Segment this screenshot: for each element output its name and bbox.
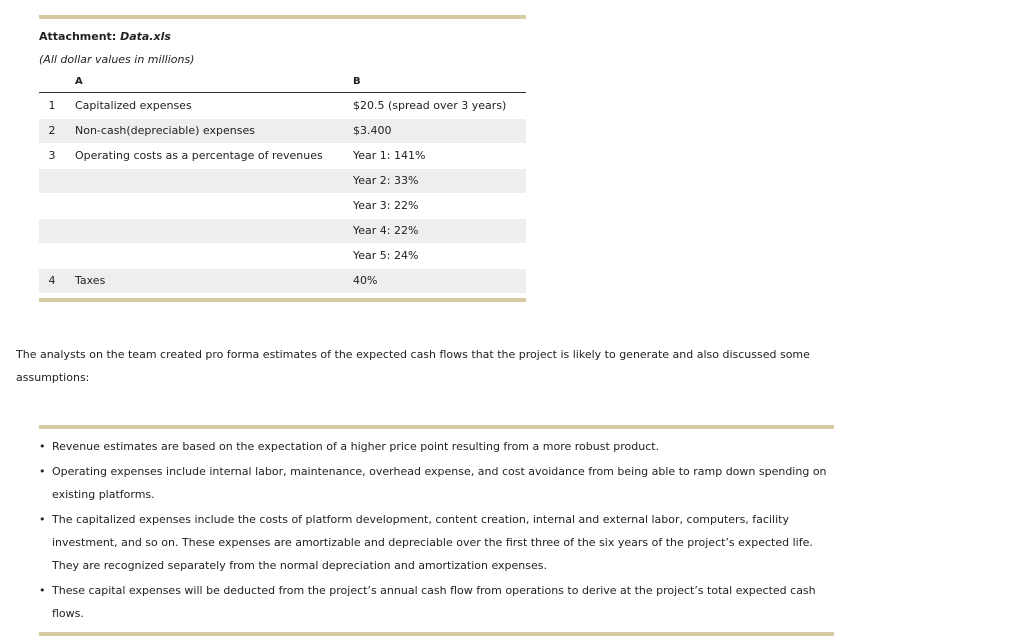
assumptions-bottom-rule [39,632,834,636]
row-number: 1 [48,99,56,112]
row-label: Capitalized expenses [75,99,192,112]
attachment-title [39,30,171,43]
row-value: Year 1: 141% [353,149,426,162]
bullet-icon: • [39,465,46,478]
table-bottom-rule [39,298,526,302]
attachment-note: (All dollar values in millions) [39,53,195,66]
table-row [39,144,526,168]
bullet-text: Revenue estimates are based on the expectation of a higher price point resulting from a more robust product. [52,440,660,453]
row-value: Year 5: 24% [353,249,419,262]
bullet-text: These capital expenses will be deducted from the project’s annual cash flow from operations to derive at the project’s total expected cash flows. [52,584,816,620]
column-b-header: B [353,76,361,87]
bullet-text: Operating expenses include internal labor, maintenance, overhead expense, and cost avoidance from being able to ramp down spending on existing platforms. [52,465,827,501]
row-value: 40% [353,274,378,287]
row-number: 4 [48,274,56,287]
row-value: Year 4: 22% [353,224,419,237]
assumptions-list [39,435,834,627]
table-row [39,269,526,293]
bullet-icon: • [39,584,46,597]
table-row [39,169,526,193]
bullet-text: The capitalized expenses include the costs of platform development, content creation, internal and external labor, computers, facility investment, and so on. These expenses are amortizable and depreciable over the first three of the six years of the project’s expected life. They are recognized separately from the normal depreciation and amortization expenses. [52,513,813,572]
table-row [39,219,526,243]
attachment-filename: Data.xls [120,30,171,43]
row-value: Year 3: 22% [353,199,419,212]
table-row [39,244,526,268]
row-label: Operating costs as a percentage of revenues [75,149,323,162]
table-row [39,119,526,143]
row-value: $20.5 (spread over 3 years) [353,99,507,112]
table-row [39,194,526,218]
assumptions-top-rule [39,425,834,429]
row-value: Year 2: 33% [353,174,419,187]
table-row [39,94,526,118]
list-item [39,579,834,625]
list-item [39,435,834,458]
table-header [39,72,526,93]
row-label: Non-cash(depreciable) expenses [75,124,255,137]
intro-paragraph: The analysts on the team created pro forma estimates of the expected cash flows that the project is likely to generate and also discussed some assumptions: [16,348,810,384]
row-label: Taxes [75,274,106,287]
row-value: $3.400 [353,124,392,137]
column-a-header: A [75,76,83,87]
table-top-rule [39,15,526,19]
row-number: 2 [48,124,56,137]
bullet-icon: • [39,513,46,526]
attachment-label: Attachment: [39,30,117,43]
row-number: 3 [48,149,56,162]
list-item [39,460,834,506]
list-item [39,508,834,577]
bullet-icon: • [39,440,46,453]
